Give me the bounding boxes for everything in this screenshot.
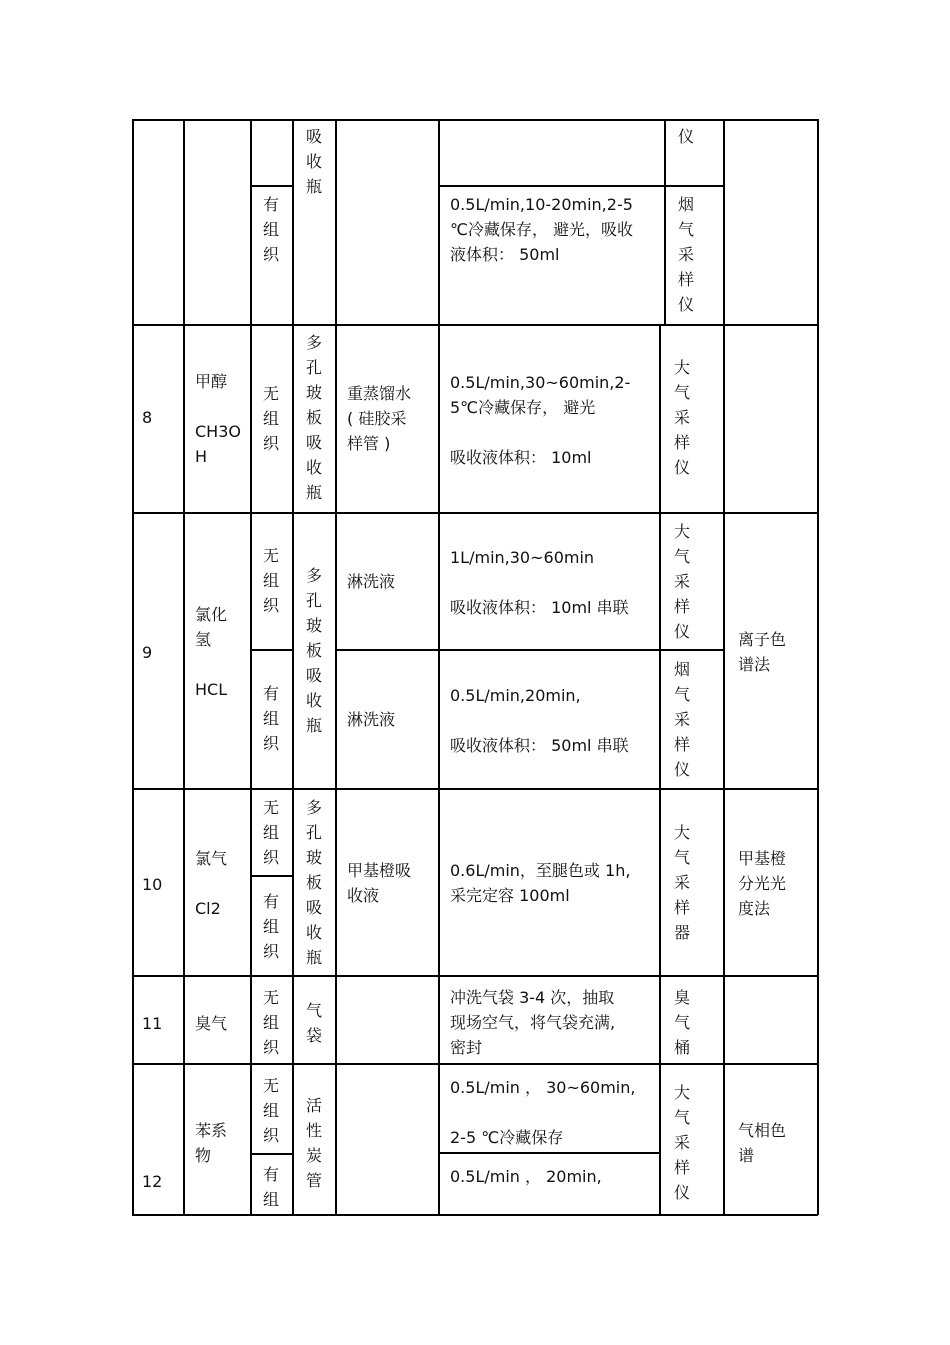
column-line [664, 119, 666, 325]
subrow-separator [438, 185, 724, 187]
sampling-condition-cell: 0.5L/min,30~60min,2- 5℃冷藏保存， 避光 吸收液体积： 10ml [450, 373, 631, 467]
column-line [132, 119, 134, 1215]
subrow-separator [250, 1153, 293, 1155]
row-number: 10 [142, 875, 163, 894]
row-separator [132, 1063, 818, 1065]
sampling-condition-cell: 0.6L/min，至腿色或 1h, 采完定容 100ml [450, 861, 631, 905]
absorption-medium-cell: 淋洗液 [347, 710, 396, 729]
absorption-medium-cell: 甲基橙吸 收液 [347, 861, 412, 905]
column-line [292, 119, 294, 1215]
instrument-cell: 大 气 采 样 仪 [673, 1083, 690, 1202]
sampling-condition-cell: 0.5L/min ， 20min, [450, 1167, 602, 1186]
row-separator [132, 975, 818, 977]
sampling-type-cell: 有 组 [262, 1165, 279, 1209]
column-line [659, 324, 661, 1215]
sampling-type-cell: 有 组 织 [262, 195, 279, 264]
sampling-condition-cell: 0.5L/min ， 30~60min, 2-5 ℃冷藏保存 [450, 1078, 636, 1147]
column-line [438, 119, 440, 1215]
sampling-type-cell: 有 组 织 [262, 684, 279, 753]
subrow-separator [335, 649, 724, 651]
table-border-top [132, 119, 818, 121]
subrow-separator [250, 649, 293, 651]
vessel-cell: 多 孔 玻 板 吸 收 瓶 [305, 333, 322, 502]
instrument-cell: 大 气 采 样 仪 [673, 522, 690, 641]
row-number: 11 [142, 1014, 163, 1033]
sampling-type-cell: 无 组 织 [262, 798, 279, 867]
vessel-cell: 吸 收 瓶 [305, 127, 322, 196]
instrument-cell: 臭 气 桶 [673, 988, 690, 1057]
row-number: 8 [142, 408, 153, 427]
instrument-cell: 大 气 采 样 器 [673, 823, 690, 942]
subrow-separator [438, 1152, 660, 1154]
analysis-method-cell: 甲基橙 分光光 度法 [738, 849, 787, 918]
sampling-condition-cell: 1L/min,30~60min 吸收液体积： 10ml 串联 [450, 548, 629, 617]
substance-cell: 氯气 Cl2 [195, 849, 228, 918]
instrument-cell: 烟 气 采 样 仪 [677, 195, 694, 314]
sampling-type-cell: 有 组 织 [262, 892, 279, 961]
substance-cell: 氯化 氢 HCL [195, 605, 228, 699]
instrument-cell: 大 气 采 样 仪 [673, 358, 690, 477]
column-line [335, 119, 337, 1215]
sampling-type-cell: 无 组 织 [262, 988, 279, 1057]
row-separator [132, 788, 818, 790]
sampling-condition-cell: 0.5L/min,20min, 吸收液体积： 50ml 串联 [450, 686, 629, 755]
instrument-cell: 仪 [677, 127, 694, 146]
vessel-cell: 气 袋 [305, 1001, 322, 1045]
column-line [817, 119, 819, 1215]
row-separator [132, 512, 818, 514]
substance-cell: 臭气 [195, 1014, 228, 1033]
absorption-medium-cell: 重蒸馏水 ( 硅胶采 样管 ) [347, 384, 412, 453]
vessel-cell: 多 孔 玻 板 吸 收 瓶 [305, 798, 322, 967]
absorption-medium-cell: 淋洗液 [347, 572, 396, 591]
analysis-method-cell: 离子色 谱法 [738, 630, 787, 674]
substance-cell: 苯系 物 [195, 1121, 228, 1165]
row-number: 9 [142, 643, 153, 662]
instrument-cell: 烟 气 采 样 仪 [673, 660, 690, 779]
vessel-cell: 活 性 炭 管 [305, 1096, 322, 1190]
vessel-cell: 多 孔 玻 板 吸 收 瓶 [305, 566, 322, 735]
column-line [723, 119, 725, 1215]
sampling-type-cell: 无 组 织 [262, 546, 279, 615]
sampling-condition-cell: 冲洗气袋 3-4 次，抽取 现场空气，将气袋充满, 密封 [450, 988, 616, 1057]
row-separator [132, 324, 818, 326]
row-number: 12 [142, 1172, 163, 1191]
subrow-separator [250, 875, 293, 877]
column-line [183, 119, 185, 1215]
analysis-method-cell: 气相色 谱 [738, 1121, 787, 1165]
substance-cell: 甲醇 CH3O H [195, 372, 241, 466]
sampling-condition-cell: 0.5L/min,10-20min,2-5 ℃冷藏保存， 避光，吸收 液体积： 50ml [450, 195, 634, 264]
sampling-type-cell: 无 组 织 [262, 1076, 279, 1145]
sampling-type-cell: 无 组 织 [262, 384, 279, 453]
column-line [250, 119, 252, 1215]
table-border-bottom [132, 1214, 818, 1216]
subrow-separator [250, 185, 293, 187]
